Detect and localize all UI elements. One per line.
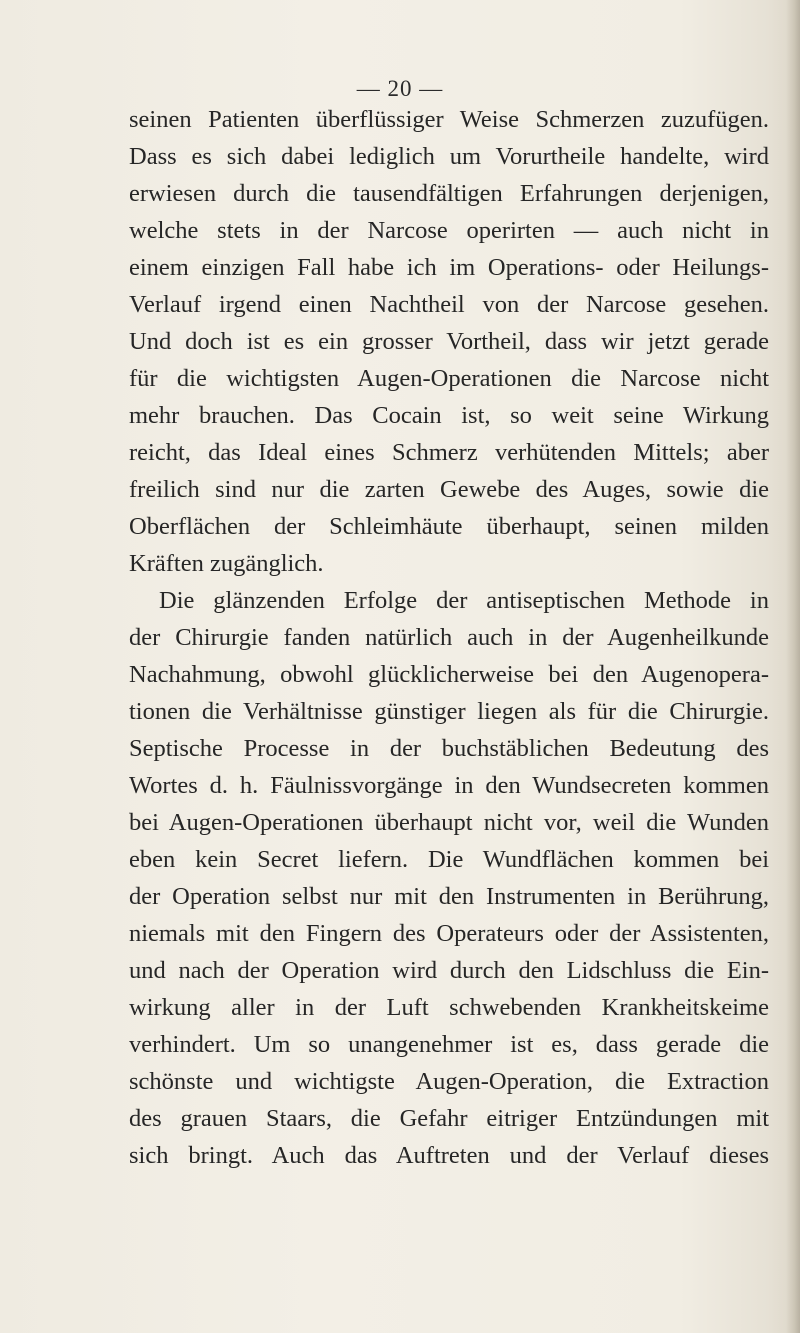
text-line: erwiesen durch die tausendfältigen Erfahrungen derjenigen,	[129, 180, 769, 207]
text-line: des grauen Staars, die Gefahr eitriger Entzündungen mit	[129, 1105, 769, 1132]
text-line: und nach der Operation wird durch den Lidschluss die Ein-	[129, 957, 769, 984]
page-edge-shadow	[786, 0, 800, 1333]
text-line: mehr brauchen. Das Cocain ist, so weit seine Wirkung	[129, 402, 769, 429]
text-line: Die glänzenden Erfolge der antiseptischen Methode in	[159, 587, 769, 614]
text-line: einem einzigen Fall habe ich im Operations- oder Heilungs-	[129, 254, 769, 281]
text-line: Oberflächen der Schleimhäute überhaupt, seinen milden	[129, 513, 769, 540]
body-text	[129, 101, 769, 1174]
text-line: Und doch ist es ein grosser Vortheil, dass wir jetzt gerade	[129, 328, 769, 355]
text-line: bei Augen-Operationen überhaupt nicht vor, weil die Wunden	[129, 809, 769, 836]
text-line: Dass es sich dabei lediglich um Vorurtheile handelte, wird	[129, 143, 769, 170]
text-line: Kräften zugänglich.	[129, 550, 324, 577]
text-line: der Chirurgie fanden natürlich auch in der Augenheilkunde	[129, 624, 769, 651]
text-line: Septische Processe in der buchstäblichen Bedeutung des	[129, 735, 769, 762]
text-line: sich bringt. Auch das Auftreten und der Verlauf dieses	[129, 1142, 769, 1169]
text-line: wirkung aller in der Luft schwebenden Krankheitskeime	[129, 994, 769, 1021]
text-line: reicht, das Ideal eines Schmerz verhütenden Mittels; aber	[129, 439, 769, 466]
text-line: niemals mit den Fingern des Operateurs oder der Assistenten,	[129, 920, 769, 947]
text-line: welche stets in der Narcose operirten — auch nicht in	[129, 217, 769, 244]
text-line: eben kein Secret liefern. Die Wundflächen kommen bei	[129, 846, 769, 873]
text-line: Nachahmung, obwohl glücklicherweise bei den Augenopera-	[129, 661, 769, 688]
text-line: für die wichtigsten Augen-Operationen die Narcose nicht	[129, 365, 769, 392]
text-line: freilich sind nur die zarten Gewebe des Auges, sowie die	[129, 476, 769, 503]
text-line: Wortes d. h. Fäulnissvorgänge in den Wundsecreten kommen	[129, 772, 769, 799]
text-line: Verlauf irgend einen Nachtheil von der Narcose gesehen.	[129, 291, 769, 318]
text-line: tionen die Verhältnisse günstiger liegen als für die Chirurgie.	[129, 698, 769, 725]
text-line: seinen Patienten überflüssiger Weise Schmerzen zuzufügen.	[129, 106, 769, 133]
text-line: schönste und wichtigste Augen-Operation, die Extraction	[129, 1068, 769, 1095]
page-number-header: — 20 —	[356, 76, 444, 101]
text-line: verhindert. Um so unangenehmer ist es, dass gerade die	[129, 1031, 769, 1058]
text-line: der Operation selbst nur mit den Instrumenten in Berührung,	[129, 883, 769, 910]
